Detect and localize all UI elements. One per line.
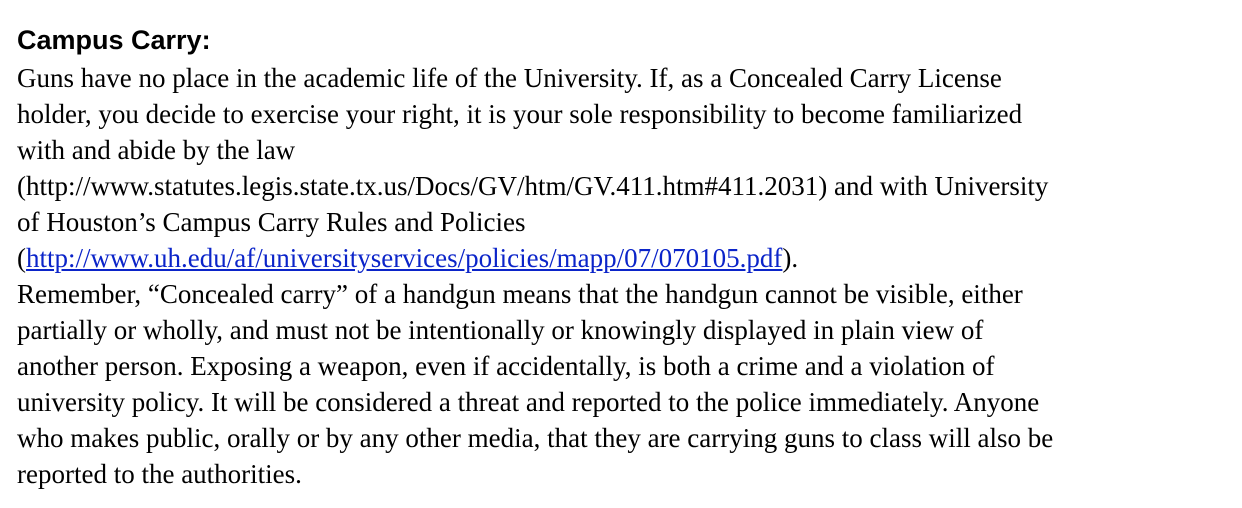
text-line: holder, you decide to exercise your right, it is your sole responsibility to become familiarized — [17, 99, 1023, 129]
open-paren: ( — [17, 243, 26, 273]
text-line: Guns have no place in the academic life of the University. If, as a Concealed Carry License — [17, 63, 1002, 93]
text-line: with and abide by the law — [17, 135, 296, 165]
policy-pdf-link[interactable]: http://www.uh.edu/af/universityservices/policies/mapp/07/070105.pdf — [26, 243, 783, 273]
text-line: partially or wholly, and must not be intentionally or knowingly displayed in plain view of — [17, 315, 984, 345]
campus-carry-paragraph — [17, 60, 1232, 492]
text-line-policy-link — [17, 240, 1232, 276]
text-line: Remember, “Concealed carry” of a handgun means that the handgun cannot be visible, either — [17, 279, 1023, 309]
section-heading: Campus Carry: — [17, 25, 211, 55]
text-line: who makes public, orally or by any other media, that they are carrying guns to class will also be — [17, 423, 1054, 453]
text-line: reported to the authorities. — [17, 459, 302, 489]
text-line: university policy. It will be considered a threat and reported to the police immediately. Anyone — [17, 387, 1040, 417]
close-paren: ). — [782, 243, 799, 273]
text-line: of Houston’s Campus Carry Rules and Policies — [17, 207, 526, 237]
text-line: another person. Exposing a weapon, even if accidentally, is both a crime and a violation of — [17, 351, 995, 381]
text-line-statute-url: (http://www.statutes.legis.state.tx.us/Docs/GV/htm/GV.411.htm#411.2031) and with University — [17, 171, 1049, 201]
document-body — [17, 24, 1232, 492]
